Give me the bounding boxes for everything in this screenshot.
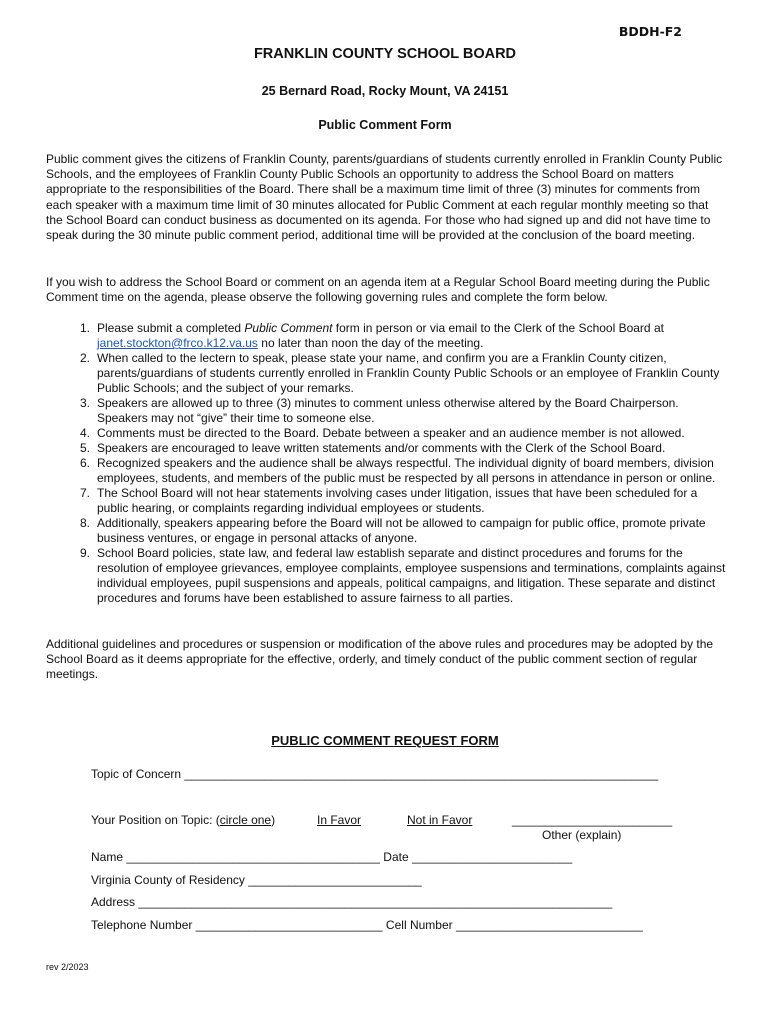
revision-note: rev 2/2023 xyxy=(46,962,89,972)
phone-field[interactable]: Telephone Number ____________________________ Cell Number ____________________________ xyxy=(91,918,643,932)
rule-item xyxy=(46,486,726,516)
rule-item xyxy=(46,546,726,606)
not-in-favor-option[interactable]: Not in Favor xyxy=(407,813,473,827)
request-form-title: PUBLIC COMMENT REQUEST FORM xyxy=(271,733,499,748)
rule-number: 5. xyxy=(79,441,90,455)
rule-number: 4. xyxy=(79,426,90,440)
other-explain-field[interactable]: ________________________ xyxy=(512,813,673,827)
rule-text: The School Board will not hear statements involving cases under litigation, issues that have been scheduled for a public hearing, or complaints regarding individual employees or students. xyxy=(97,486,698,515)
rule-text: Comments must be directed to the Board. Debate between a speaker and an audience member is not allowed. xyxy=(97,426,685,440)
address-field[interactable]: Address _______________________________________________________________________ xyxy=(91,895,613,909)
rule-item xyxy=(46,351,726,396)
form-name-italic: Public Comment xyxy=(244,321,333,335)
additional-paragraph: Additional guidelines and procedures or suspension or modification of the above rules and procedures may be adopted by the School Board as it deems appropriate for the effective, orderly, and timely conduct of the public comment section of regular meetings. xyxy=(46,637,714,682)
county-field[interactable]: Virginia County of Residency __________________________ xyxy=(91,873,422,887)
topic-field[interactable]: Topic of Concern _______________________________________________________________________ xyxy=(91,767,659,781)
rule-item xyxy=(46,441,726,456)
rule-number: 1. xyxy=(79,321,90,335)
rule-text: Additionally, speakers appearing before the Board will not be allowed to campaign for public office, promote private business ventures, or engage in personal attacks of anyone. xyxy=(97,516,706,545)
rule-number: 7. xyxy=(79,486,90,500)
other-explain-label: Other (explain) xyxy=(542,828,622,842)
page-title: FRANKLIN COUNTY SCHOOL BOARD xyxy=(253,46,517,62)
rule-item xyxy=(46,321,726,351)
rule-text: Please submit a completed Public Comment form in person or via email to the Clerk of the School Board at janet.stockton@frco.k12.va.us no later than noon the day of the meeting. xyxy=(97,321,664,350)
rules-list xyxy=(46,321,726,606)
in-favor-option[interactable]: In Favor xyxy=(317,813,362,827)
rule-item xyxy=(46,396,726,426)
instructions-paragraph: If you wish to address the School Board or comment on an agenda item at a Regular School Board meeting during the Public Comment time on the agenda, please observe the following governing rules and complete the form below. xyxy=(46,275,710,305)
rule-item xyxy=(46,456,726,486)
document-code: BDDH-F2 xyxy=(618,24,682,39)
rule-number: 3. xyxy=(79,396,90,410)
rule-text: Recognized speakers and the audience shall be always respectful. The individual dignity of board members, division employees, students, and members of the public must be respected by all persons in attendance in person or online. xyxy=(97,456,716,485)
intro-paragraph: Public comment gives the citizens of Franklin County, parents/guardians of students currently enrolled in Franklin County Public Schools, and the employees of Franklin County Public Schools an opportunity to address the School Board on matters appropriate to the responsibilities of the Board. There shall be a maximum time limit of three (3) minutes for comments from each speaker with a maximum time limit of 30 minutes allocated for Public Comment at each regular monthly meeting so that the School Board can conduct business as documented on its agenda. For those who had signed up and did not have time to speak during the 30 minute public comment period, additional time will be provided at the conclusion of the board meeting. xyxy=(46,152,723,243)
clerk-email-link[interactable]: janet.stockton@frco.k12.va.us xyxy=(97,336,258,350)
position-label: Your Position on Topic: (circle one) xyxy=(91,813,276,827)
rule-text: When called to the lectern to speak, please state your name, and confirm you are a Franklin County citizen, parents/guardians of students currently enrolled in Franklin County Public Schools or an employee of Franklin County Public Schools; and the subject of your remarks. xyxy=(97,351,720,395)
rule-number: 2. xyxy=(79,351,90,365)
circle-one-note: circle one xyxy=(219,813,272,827)
rule-item xyxy=(46,426,726,441)
rule-text: Speakers are encouraged to leave written statements and/or comments with the Clerk of the School Board. xyxy=(97,441,666,455)
rule-number: 8. xyxy=(79,516,90,530)
rule-item xyxy=(46,516,726,546)
rule-number: 9. xyxy=(79,546,90,560)
rule-text: School Board policies, state law, and federal law establish separate and distinct procedures and forums for the resolution of employee grievances, employee complaints, employee suspensions and terminations, complaints against individual employees, pupil suspensions and appeals, political campaigns, and litigation. These separate and distinct procedures and forums have been established to assure fairness to all parties. xyxy=(97,546,726,605)
address-line: 25 Bernard Road, Rocky Mount, VA 24151 xyxy=(261,84,509,98)
name-date-field[interactable]: Name ______________________________________ Date ________________________ xyxy=(91,850,573,864)
rule-text: Speakers are allowed up to three (3) minutes to comment unless otherwise altered by the Board Chairperson. Speakers may not “give” their time to someone else. xyxy=(97,396,679,425)
rule-number: 6. xyxy=(79,456,90,470)
form-name: Public Comment Form xyxy=(318,118,452,132)
